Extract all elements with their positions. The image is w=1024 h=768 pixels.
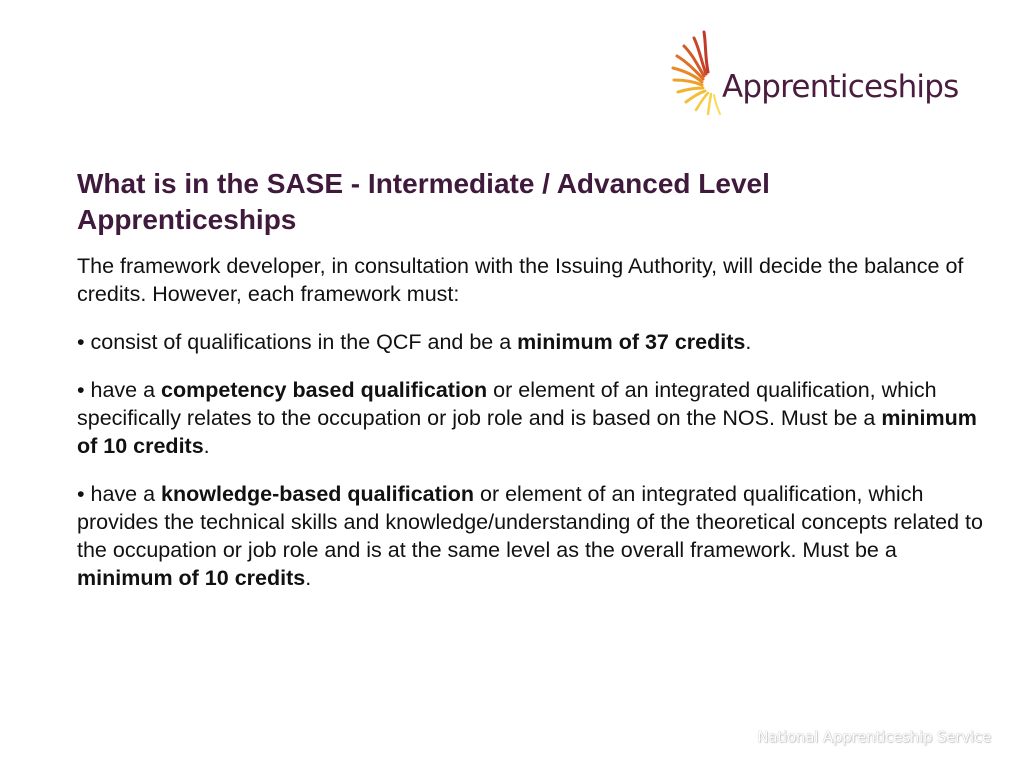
bullet-emphasis: knowledge-based qualification	[161, 482, 475, 506]
sunburst-rays-icon	[668, 22, 728, 122]
bullet-item	[77, 376, 992, 460]
bullet-text: • have a	[77, 482, 162, 506]
bullet-emphasis: minimum of 10 credits	[77, 566, 306, 590]
logo-text: Apprenticeships	[722, 69, 959, 105]
slide-content	[77, 166, 992, 612]
bullet-text: .	[745, 330, 752, 354]
bullet-item	[77, 480, 992, 592]
bullet-text: .	[305, 566, 312, 590]
bullet-emphasis: competency based qualification	[161, 378, 488, 402]
bullet-emphasis: minimum of 37 credits	[517, 330, 746, 354]
intro-paragraph: The framework developer, in consultation with the Issuing Authority, will decide the balance of credits. However, each framework must:	[77, 254, 964, 306]
bullet-text: or element of an integrated qualification, which provides the technical skills and knowledge/understanding of the theoretical concepts related to the occupation or job role and is at the same level as the overall framework. Must be a	[77, 482, 983, 562]
bullet-item	[77, 328, 992, 356]
bullet-text: .	[203, 434, 210, 458]
bullet-text: • consist of qualifications in the QCF and be a	[77, 330, 518, 354]
bullet-emphasis: minimum of 10 credits	[77, 406, 977, 458]
bullet-text: or element of an integrated qualification, which specifically relates to the occupation or job role and is based on the NOS. Must be a	[77, 378, 937, 430]
bullet-text: • have a	[77, 378, 162, 402]
slide-title: What is in the SASE - Intermediate / Advanced Level Apprenticeships	[77, 168, 770, 235]
footer-organization: National Apprenticeship Service	[757, 728, 991, 746]
apprenticeships-logo	[668, 22, 968, 122]
